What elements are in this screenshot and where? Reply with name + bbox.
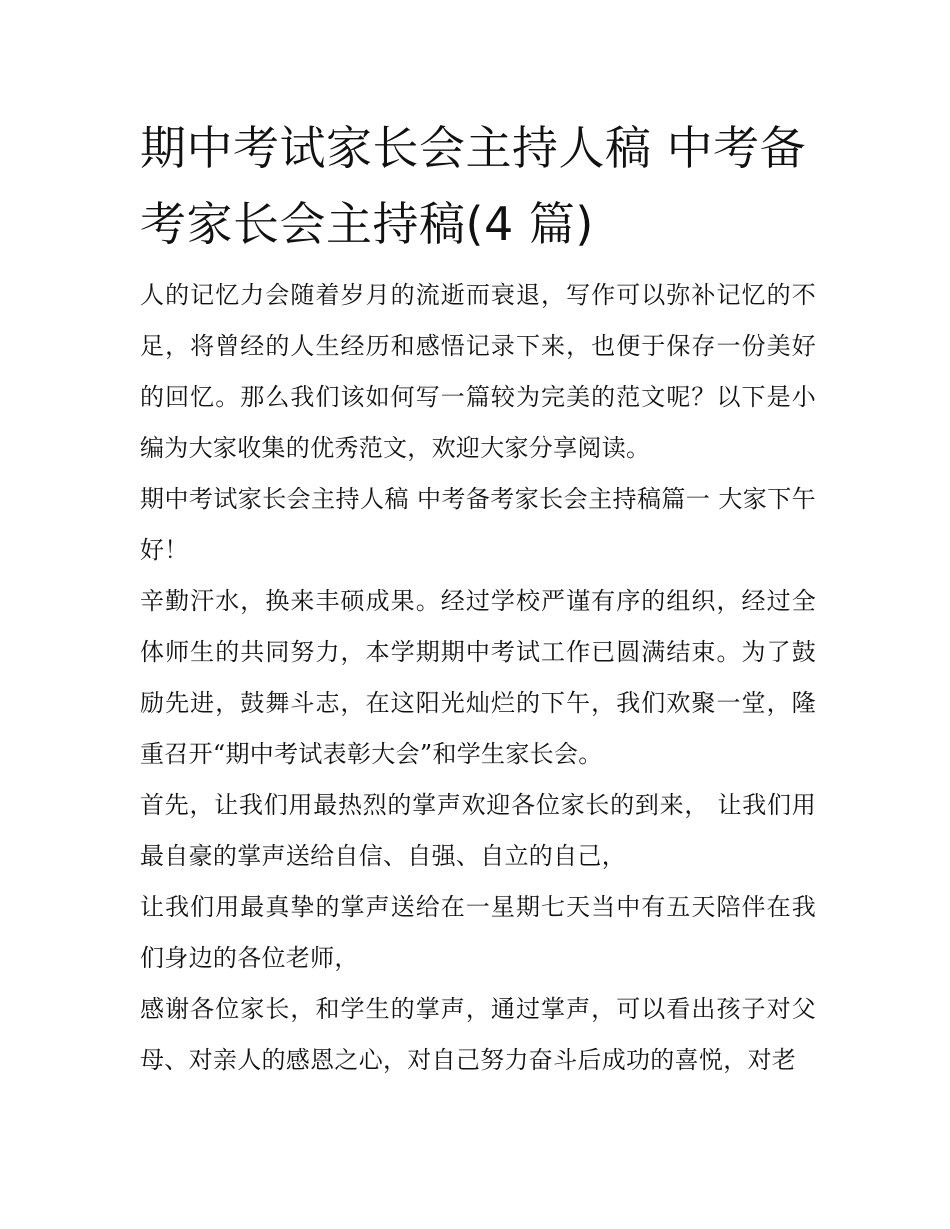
document-page	[140, 110, 816, 1086]
paragraph-teachers: 让我们用最真挚的掌声送给在一星期七天当中有五天陪伴在我们身边的各位老师，	[140, 893, 816, 972]
paragraph-section-heading: 期中考试家长会主持人稿 中考备考家长会主持稿篇一 大家下午好！	[140, 485, 816, 564]
document-title: 期中考试家长会主持人稿 中考备考家长会主持稿(4 篇)	[140, 121, 807, 251]
paragraph-welcome: 首先，让我们用最热烈的掌声欢迎各位家长的到来， 让我们用最自豪的掌声送给自信、自强、自立的自己，	[140, 791, 816, 870]
paragraph-thanks: 感谢各位家长，和学生的掌声，通过掌声，可以看出孩子对父母、对亲人的感恩之心，对自己努力奋斗后成功的喜悦，对老	[140, 995, 816, 1074]
paragraph-intro: 人的记忆力会随着岁月的流逝而衰退，写作可以弥补记忆的不足，将曾经的人生经历和感悟记录下来，也便于保存一份美好的回忆。那么我们该如何写一篇较为完美的范文呢？以下是小编为大家收集的优秀范文，欢迎大家分享阅读。	[140, 281, 816, 462]
paragraph-opening: 辛勤汗水，换来丰硕成果。经过学校严谨有序的组织，经过全体师生的共同努力，本学期期中考试工作已圆满结束。为了鼓励先进，鼓舞斗志，在这阳光灿烂的下午，我们欢聚一堂，隆重召开“期中考试表彰大会”和学生家长会。	[140, 587, 816, 768]
